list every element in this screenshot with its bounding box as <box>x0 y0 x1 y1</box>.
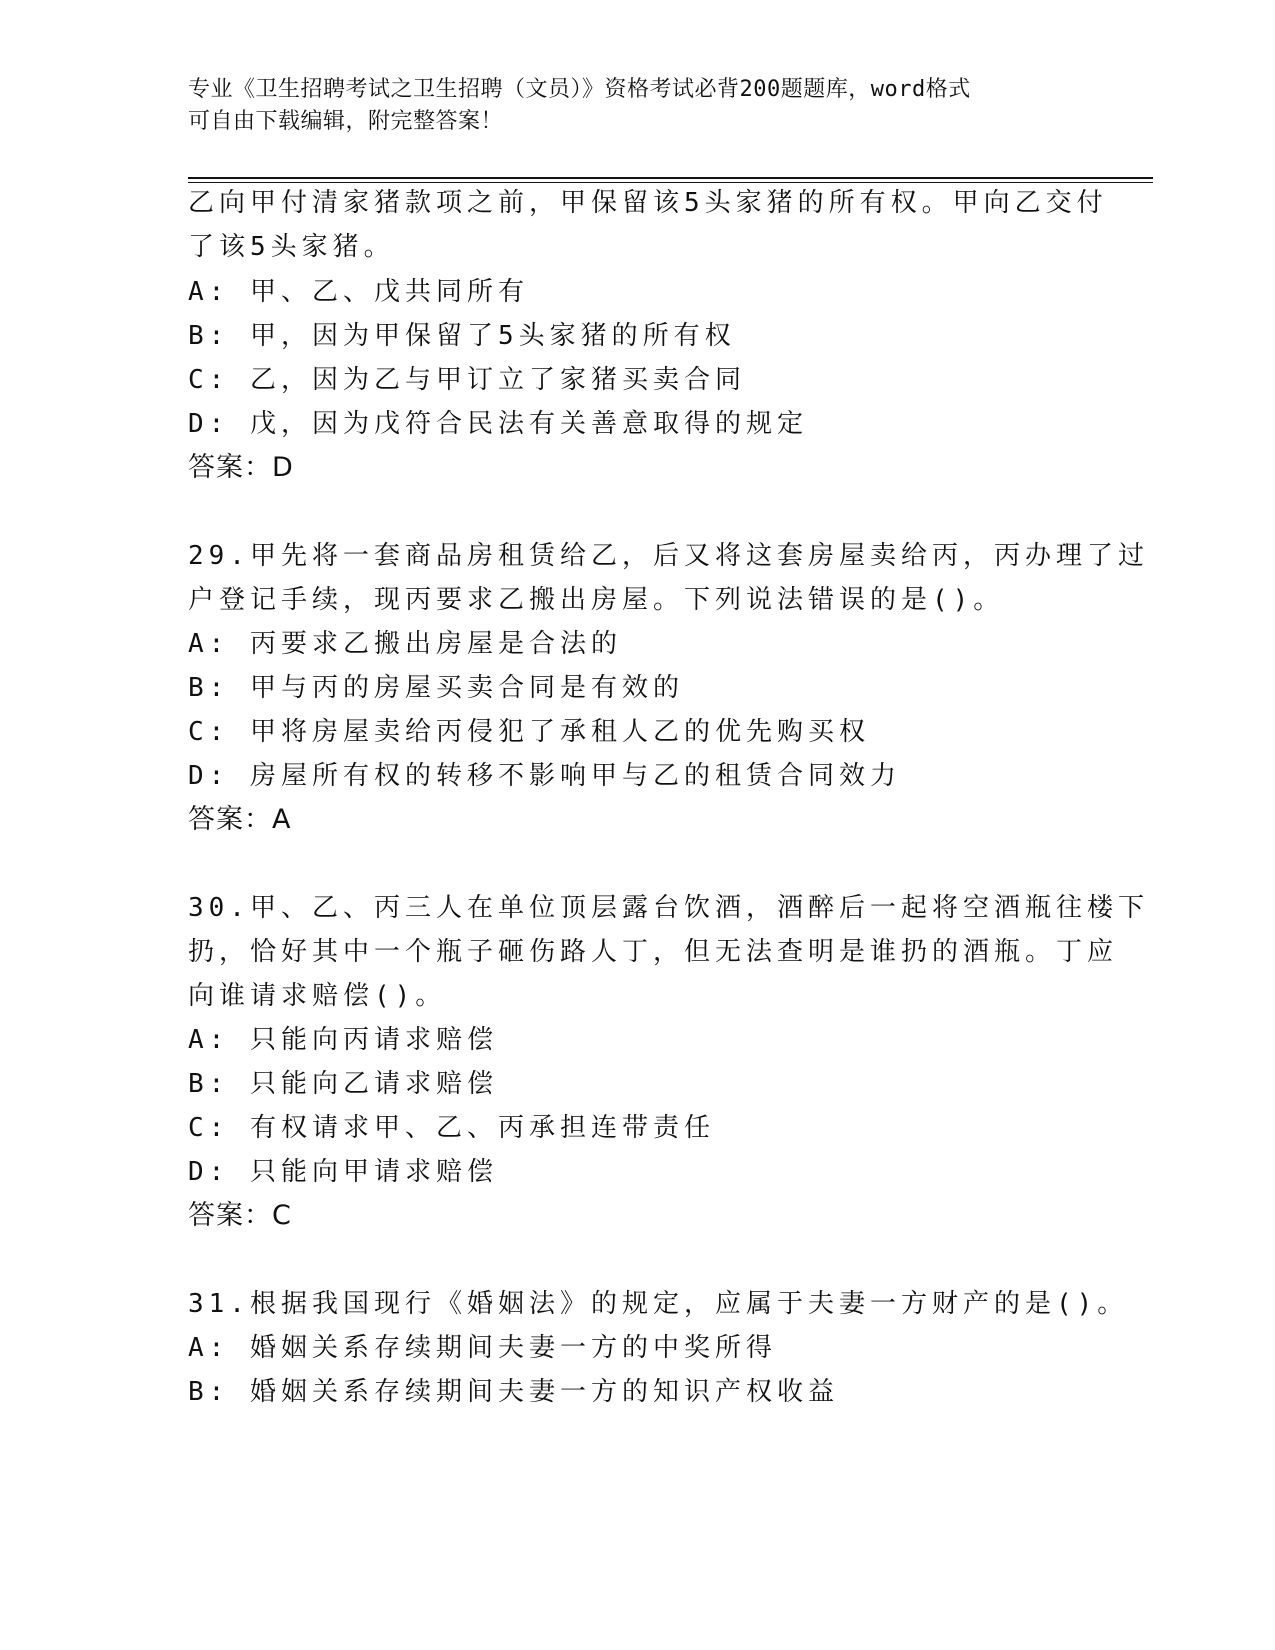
header-divider-thin <box>188 182 1153 183</box>
q28-option-a: A: 甲、乙、戊共同所有 <box>188 277 529 307</box>
q30-option-b: B: 只能向乙请求赔偿 <box>188 1069 498 1099</box>
q29-option-a: A: 丙要求乙搬出房屋是合法的 <box>188 629 622 659</box>
header-divider-thick <box>188 177 1153 179</box>
q28-option-b: B: 甲，因为甲保留了5头家猪的所有权 <box>188 321 736 351</box>
q30-answer: 答案：C <box>188 1200 292 1231</box>
q31-text-line-1: 31.根据我国现行《婚姻法》的规定，应属于夫妻一方财产的是()。 <box>188 1289 1129 1319</box>
q30-option-a: A: 只能向丙请求赔偿 <box>188 1025 498 1055</box>
q29-answer: 答案：A <box>188 804 292 835</box>
q28-text-line-1: 乙向甲付清家猪款项之前，甲保留该5头家猪的所有权。甲向乙交付 <box>188 188 1108 218</box>
q29-option-d: D: 房屋所有权的转移不影响甲与乙的租赁合同效力 <box>188 761 901 791</box>
q29-option-b: B: 甲与丙的房屋买卖合同是有效的 <box>188 673 684 703</box>
q28-text-line-2: 了该5头家猪。 <box>188 232 395 262</box>
q30-text-line-3: 向谁请求赔偿()。 <box>188 981 447 1011</box>
q29-option-c: C: 甲将房屋卖给丙侵犯了承租人乙的优先购买权 <box>188 717 870 747</box>
q28-option-d: D: 戊，因为戊符合民法有关善意取得的规定 <box>188 409 808 439</box>
q30-option-c: C: 有权请求甲、乙、丙承担连带责任 <box>188 1113 715 1143</box>
q30-option-d: D: 只能向甲请求赔偿 <box>188 1157 498 1187</box>
q28-option-c: C: 乙，因为乙与甲订立了家猪买卖合同 <box>188 365 746 395</box>
header-line-2: 可自由下载编辑，附完整答案！ <box>188 109 504 134</box>
q31-option-a: A: 婚姻关系存续期间夫妻一方的中奖所得 <box>188 1333 777 1363</box>
q30-text-line-2: 扔，恰好其中一个瓶子砸伤路人丁，但无法查明是谁扔的酒瓶。丁应 <box>188 937 1119 967</box>
q29-text-line-2: 户登记手续，现丙要求乙搬出房屋。下列说法错误的是()。 <box>188 585 1005 615</box>
q30-text-line-1: 30.甲、乙、丙三人在单位顶层露台饮酒，酒醉后一起将空酒瓶往楼下 <box>188 893 1149 923</box>
document-header <box>188 74 1088 138</box>
q31-option-b: B: 婚姻关系存续期间夫妻一方的知识产权收益 <box>188 1377 839 1407</box>
q28-answer: 答案：D <box>188 452 294 483</box>
header-line-1: 专业《卫生招聘考试之卫生招聘（文员）》资格考试必背200题题库，word格式 <box>188 77 971 102</box>
q29-text-line-1: 29.甲先将一套商品房租赁给乙，后又将这套房屋卖给丙，丙办理了过 <box>188 541 1149 571</box>
